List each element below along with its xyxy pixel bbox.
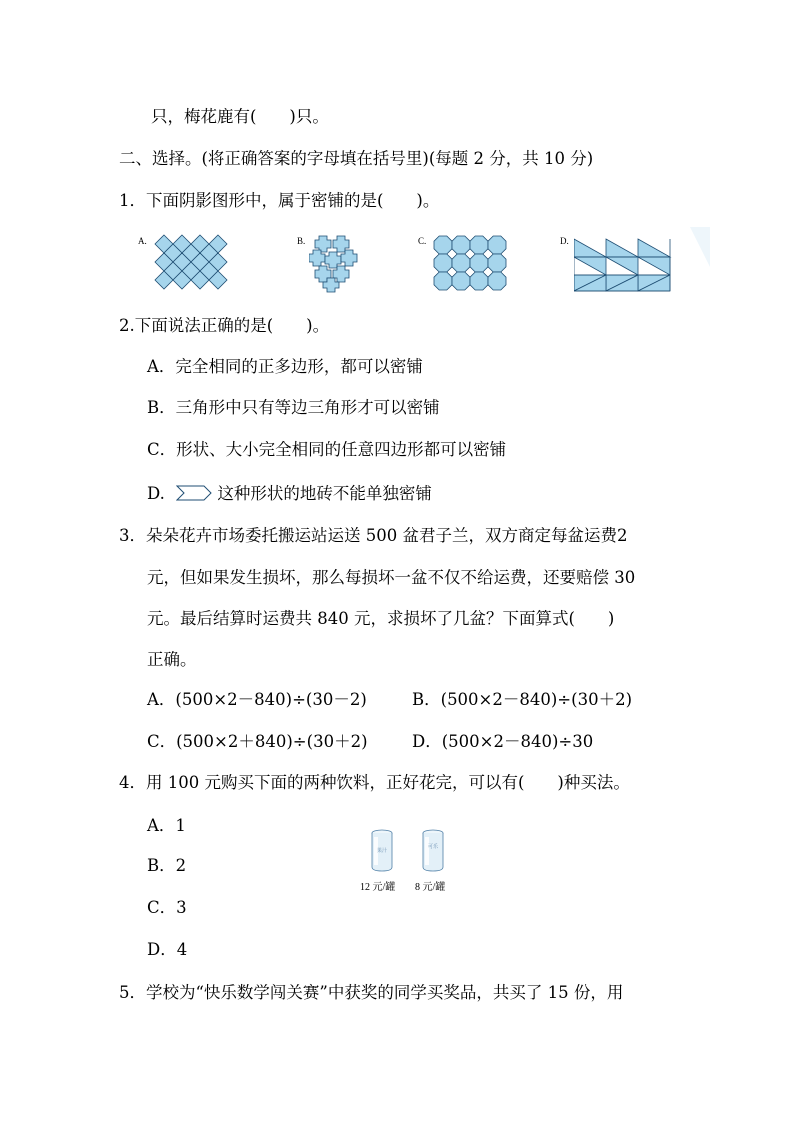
q1-figure-b[interactable]	[297, 234, 367, 294]
octagon-tile	[434, 254, 452, 272]
q4-option-a[interactable]: A．1	[147, 816, 186, 835]
q3-option-a[interactable]: A．(500×2－840)÷(30－2)	[147, 690, 367, 709]
q1-figure-a-label: A.	[138, 236, 147, 246]
q1-figure-c[interactable]	[418, 234, 508, 294]
octagon-tile	[452, 254, 470, 272]
q4-option-d[interactable]: D．4	[147, 940, 188, 959]
octagon-tile	[452, 236, 470, 254]
octagon-tile	[488, 272, 506, 290]
octagon-tile	[434, 236, 452, 254]
triangles-figure	[574, 227, 710, 295]
q1-figure-c-label: C.	[418, 236, 427, 246]
q1-figure-a[interactable]	[138, 234, 238, 294]
cans-illustration	[360, 828, 460, 876]
q2-option-a[interactable]: A．完全相同的正多边形，都可以密铺	[147, 357, 423, 376]
octagon-tile	[470, 272, 488, 290]
cross-pieces-figure	[309, 234, 361, 294]
juice-can-label: 果汁	[376, 848, 388, 854]
q4-stem: 4．用 100 元购买下面的两种饮料，正好花完，可以有( )种买法。	[119, 773, 630, 792]
octagon-tile	[488, 254, 506, 272]
cola-can-label: 可乐	[427, 844, 439, 850]
octagon-tile	[452, 272, 470, 290]
arrow-tile-icon	[176, 484, 212, 502]
q3-line-4: 正确。	[147, 650, 197, 669]
octagon-tile	[470, 236, 488, 254]
q4-option-c[interactable]: C．3	[147, 898, 187, 917]
q1-figure-d[interactable]	[560, 227, 710, 295]
intro-line: 只，梅花鹿有( )只。	[151, 107, 329, 126]
cola-can-icon	[423, 830, 443, 871]
diamond-lattice-figure	[154, 234, 236, 296]
juice-price: 12 元/罐	[360, 882, 396, 893]
q2-option-d-text: 这种形状的地砖不能单独密铺	[217, 484, 432, 503]
juice-can-icon	[372, 830, 392, 871]
q1-stem: 1．下面阴影图形中，属于密铺的是( )。	[119, 191, 440, 210]
q2-option-d-prefix: D.	[147, 484, 165, 503]
octagon-tile	[470, 254, 488, 272]
q2-option-d[interactable]	[147, 484, 432, 504]
octagon-tile	[488, 236, 506, 254]
q5-stem: 5．学校为“快乐数学闯关赛”中获奖的同学买奖品，共买了 15 份，用	[119, 983, 624, 1002]
q1-figure-d-label: D.	[560, 236, 569, 246]
cola-price: 8 元/罐	[415, 882, 446, 893]
faint-shape-decoration	[690, 227, 710, 267]
octagons-figure	[432, 234, 508, 294]
q3-line-3: 元。最后结算时运费共 840 元，求损坏了几盆？下面算式( )	[147, 609, 615, 628]
q3-line-1: 3．朵朵花卉市场委托搬运站运送 500 盆君子兰，双方商定每盆运费2	[119, 526, 628, 545]
q3-line-2: 元，但如果发生损坏，那么每损坏一盆不仅不给运费，还要赔偿 30	[147, 568, 636, 587]
q4-option-b[interactable]: B．2	[147, 856, 187, 875]
q2-option-b[interactable]: B．三角形中只有等边三角形才可以密铺	[147, 398, 440, 417]
q1-figure-b-label: B.	[297, 236, 306, 246]
q3-option-d[interactable]: D．(500×2－840)÷30	[412, 732, 594, 751]
q2-option-c[interactable]: C．形状、大小完全相同的任意四边形都可以密铺	[147, 440, 507, 459]
q3-option-b[interactable]: B．(500×2－840)÷(30＋2)	[412, 690, 633, 709]
drinks-figure	[360, 828, 460, 894]
section-title: 二、选择。(将正确答案的字母填在括号里)(每题 2 分，共 10 分)	[119, 149, 594, 168]
q2-stem: 2.下面说法正确的是( )。	[119, 316, 330, 335]
q3-option-c[interactable]: C．(500×2＋840)÷(30＋2)	[147, 732, 368, 751]
octagon-tile	[434, 272, 452, 290]
